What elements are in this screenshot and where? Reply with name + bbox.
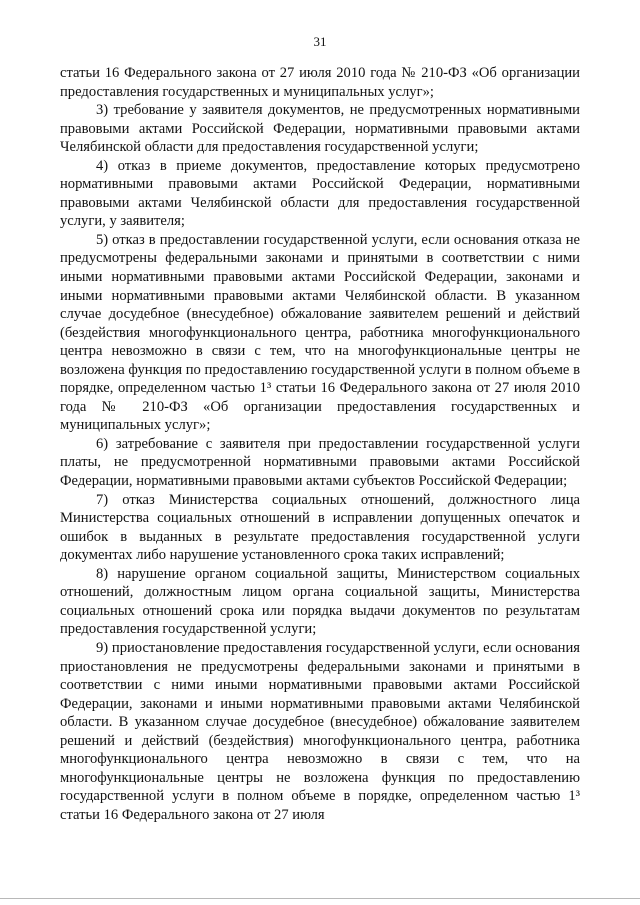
page-number: 31 (313, 34, 327, 49)
document-body (60, 64, 580, 824)
paragraph-item-8: 8) нарушение органом социальной защиты, Министерством социальных отношений, должностным лицом органа социальной защиты, Министерства социальных отношений срока или порядка выдачи документов по результатам предоставления государственной услуги; (60, 565, 580, 638)
paragraph-item-3: 3) требование у заявителя документов, не предусмотренных нормативными правовыми актами Российской Федерации, нормативными правовыми актами Челябинской области для предоставления государственной услуги; (60, 102, 580, 156)
paragraph-item-5: 5) отказ в предоставлении государственной услуги, если основания отказа не предусмотрены федеральными законами и принятыми в соответствии с ними иными нормативными правовыми актами Российской Федерации, законами и иными нормативными правовыми актами Челябинской области. В указанном случае досудебное (внесудебное) обжалование заявителем решений и действий (бездействия многофункционального центра, работника многофункционального центра невозможно в связи с тем, что на многофункциональные центры не возложена функция по предоставлению государственной услуги в полном объеме в порядке, определенном частью 1³ статьи 16 Федерального закона от 27 июля 2010 года № 210-ФЗ «Об организации предоставления государственных и муниципальных услуг»; (60, 231, 580, 434)
paragraph-continuation: статьи 16 Федерального закона от 27 июля 2010 года № 210-ФЗ «Об организации предоставления государственных и муниципальных услуг»; (60, 65, 580, 100)
paragraph-item-4: 4) отказ в приеме документов, предоставление которых предусмотрено нормативными правовыми актами Российской Федерации, нормативными правовыми актами Челябинской области для предоставления государственной услуги, у заявителя; (60, 157, 580, 230)
paragraph-item-7: 7) отказ Министерства социальных отношений, должностного лица Министерства социальных отношений в исправлении допущенных опечаток и ошибок в выданных в результате предоставления государственной услуги документах либо нарушение установленного срока таких исправлений; (60, 491, 580, 564)
paragraph-item-6: 6) затребование с заявителя при предоставлении государственной услуги платы, не предусмотренной нормативными правовыми актами Российской Федерации, нормативными правовыми актами субъектов Российской Федерации; (60, 435, 580, 490)
paragraph-item-9: 9) приостановление предоставления государственной услуги, если основания приостановления не предусмотрены федеральными законами и принятыми в соответствии с ними иными нормативными правовыми актами Российской Федерации, законами и иными нормативными правовыми актами Челябинской области. В указанном случае досудебное (внесудебное) обжалование заявителем решений и действий (бездействия) многофункционального центра, работника многофункционального центра невозможно в связи с тем, что на многофункциональные центры не возложена функция по предоставлению государственной услуги в полном объеме в порядке, определенном частью 1³ статьи 16 Федерального закона от 27 июля (60, 639, 580, 823)
page-bottom-divider (0, 898, 640, 899)
